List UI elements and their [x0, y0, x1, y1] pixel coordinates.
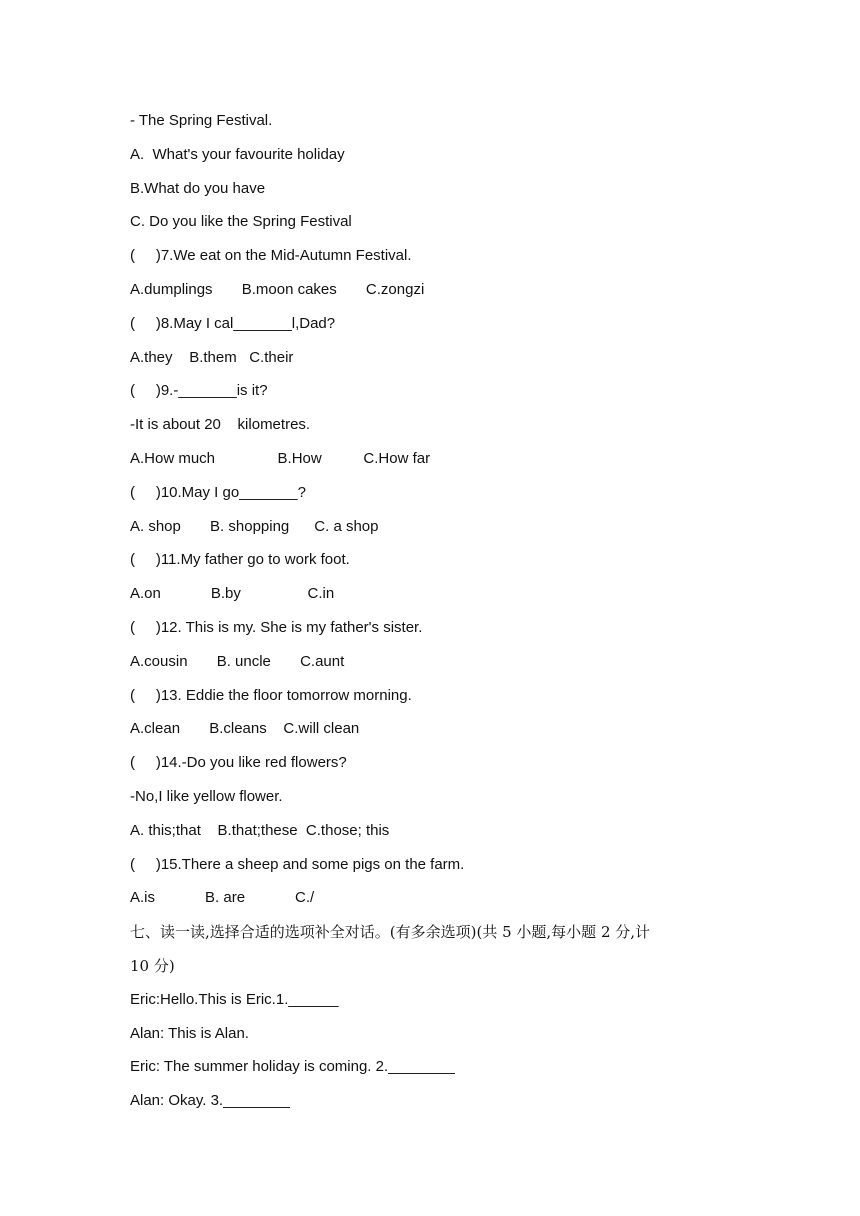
- question-14-answer: -No,I like yellow flower.: [130, 787, 283, 805]
- option-a: A. What's your favourite holiday: [130, 145, 345, 163]
- question-11: ( )11.My father go to work foot.: [130, 551, 350, 569]
- option-b: B.What do you have: [130, 179, 266, 197]
- section-7-heading-cont: 10 分): [130, 956, 175, 975]
- question-13: ( )13. Eddie the floor tomorrow morning.: [130, 686, 412, 704]
- question-13-options: A.clean B.cleans C.will clean: [130, 720, 360, 738]
- question-10-options: A. shop B. shopping C. a shop: [130, 517, 379, 535]
- dialogue-line-1: Eric:Hello.This is Eric.1.______: [130, 990, 339, 1008]
- answer-line: - The Spring Festival.: [130, 112, 273, 129]
- question-14: ( )14.-Do you like red flowers?: [130, 754, 347, 772]
- question-9-options: A.How much B.How C.How far: [130, 449, 431, 467]
- question-14-options: A. this;that B.that;these C.those; this: [130, 821, 390, 839]
- question-9-answer: -It is about 20 kilometres.: [130, 416, 311, 434]
- dialogue-line-3: Eric: The summer holiday is coming. 2.________: [130, 1058, 455, 1076]
- question-15-options: A.is B. are C./: [130, 889, 315, 907]
- question-12-options: A.cousin B. uncle C.aunt: [130, 652, 345, 670]
- question-8: ( )8.May I cal_______l,Dad?: [130, 314, 336, 332]
- question-12: ( )12. This is my. She is my father's sister.: [130, 618, 423, 636]
- question-10: ( )10.May I go_______?: [130, 483, 306, 501]
- question-8-options: A.they B.them C.their: [130, 348, 294, 366]
- question-15: ( )15.There a sheep and some pigs on the farm.: [130, 855, 465, 873]
- dialogue-line-2: Alan: This is Alan.: [130, 1024, 249, 1042]
- question-7-options: A.dumplings B.moon cakes C.zongzi: [130, 280, 425, 298]
- option-c: C. Do you like the Spring Festival: [130, 213, 352, 231]
- question-11-options: A.on B.by C.in: [130, 585, 335, 603]
- question-9: ( )9.-_______is it?: [130, 382, 268, 400]
- document-page: [130, 110, 730, 1124]
- dialogue-line-4: Alan: Okay. 3.________: [130, 1092, 290, 1110]
- question-7: ( )7.We eat on the Mid-Autumn Festival.: [130, 247, 412, 265]
- section-7-heading: 七、读一读,选择合适的选项补全对话。(有多余选项)(共 5 小题,每小题 2 分,计: [130, 923, 651, 942]
